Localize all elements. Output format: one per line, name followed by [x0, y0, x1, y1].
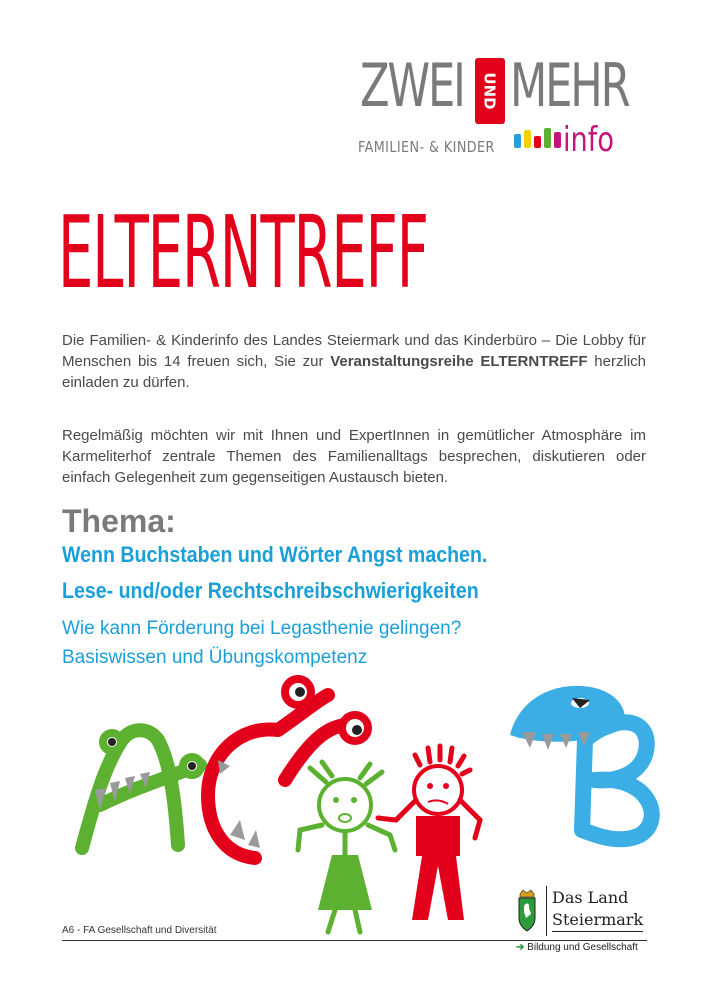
- green-child-dress: [318, 855, 372, 910]
- steiermark-crest-icon: [516, 888, 538, 932]
- logo-color-bars: [514, 128, 561, 148]
- thema-subline-2: Basiswissen und Übungskompetenz: [62, 647, 368, 668]
- thema-subline-1: Wie kann Förderung bei Legasthenie gelingen?: [62, 618, 462, 639]
- thema-headline-1: Wenn Buchstaben und Wörter Angst machen.: [62, 542, 488, 567]
- thema-label: Thema:: [62, 503, 176, 539]
- intro-paragraph-1: [62, 330, 646, 393]
- land-logo-line2: Steiermark: [552, 910, 643, 932]
- zwei-und-mehr-logo: [350, 50, 650, 170]
- red-child-trousers: [412, 856, 464, 920]
- logo-info-text: info: [563, 120, 615, 160]
- logo-word-zwei: ZWEI: [360, 51, 464, 121]
- intro-text-end: herzlich einladen zu dürfen.: [62, 353, 646, 391]
- land-logo-textbox: [546, 886, 648, 936]
- arrow-right-icon: ➔: [516, 942, 525, 953]
- footer-department: A6 - FA Gesellschaft und Diversität: [62, 925, 217, 936]
- intro-text-start: Die Familien- & Kinderinfo des Landes Steiermark und das Kinderbüro – Die Lobby für Menschen bis 14 freuen sich, Sie zur: [62, 332, 646, 370]
- land-logo-line1: Das Land: [552, 888, 629, 907]
- land-logo-dept-text: Bildung und Gesellschaft: [527, 942, 638, 953]
- red-child-shirt: [416, 816, 460, 856]
- green-letter-a-monster: [82, 730, 201, 848]
- intro-paragraph-2: Regelmäßig möchten wir mit Ihnen und ExpertInnen in gemütlicher Atmosphäre im Karmeliterhof zentrale Themen des Familienalltags besprechen, diskutieren oder einfach Gelegenheit zum gegenseitigen Austausch bieten.: [62, 427, 646, 486]
- page-title: ELTERNTREFF: [58, 194, 428, 311]
- green-scared-child: [298, 762, 395, 855]
- land-steiermark-logo: [516, 886, 648, 956]
- land-logo-department: [516, 942, 638, 953]
- logo-word-mehr: MEHR: [510, 51, 629, 121]
- thema-headline-2: Lese- und/oder Rechtschreibschwierigkeiten: [62, 578, 479, 603]
- intro-text-bold: Veranstaltungsreihe ELTERNTREFF: [330, 353, 588, 370]
- logo-und-text: UND: [481, 72, 499, 110]
- logo-subline: FAMILIEN- & KINDER: [358, 138, 495, 156]
- logo-und-badge: [475, 58, 505, 124]
